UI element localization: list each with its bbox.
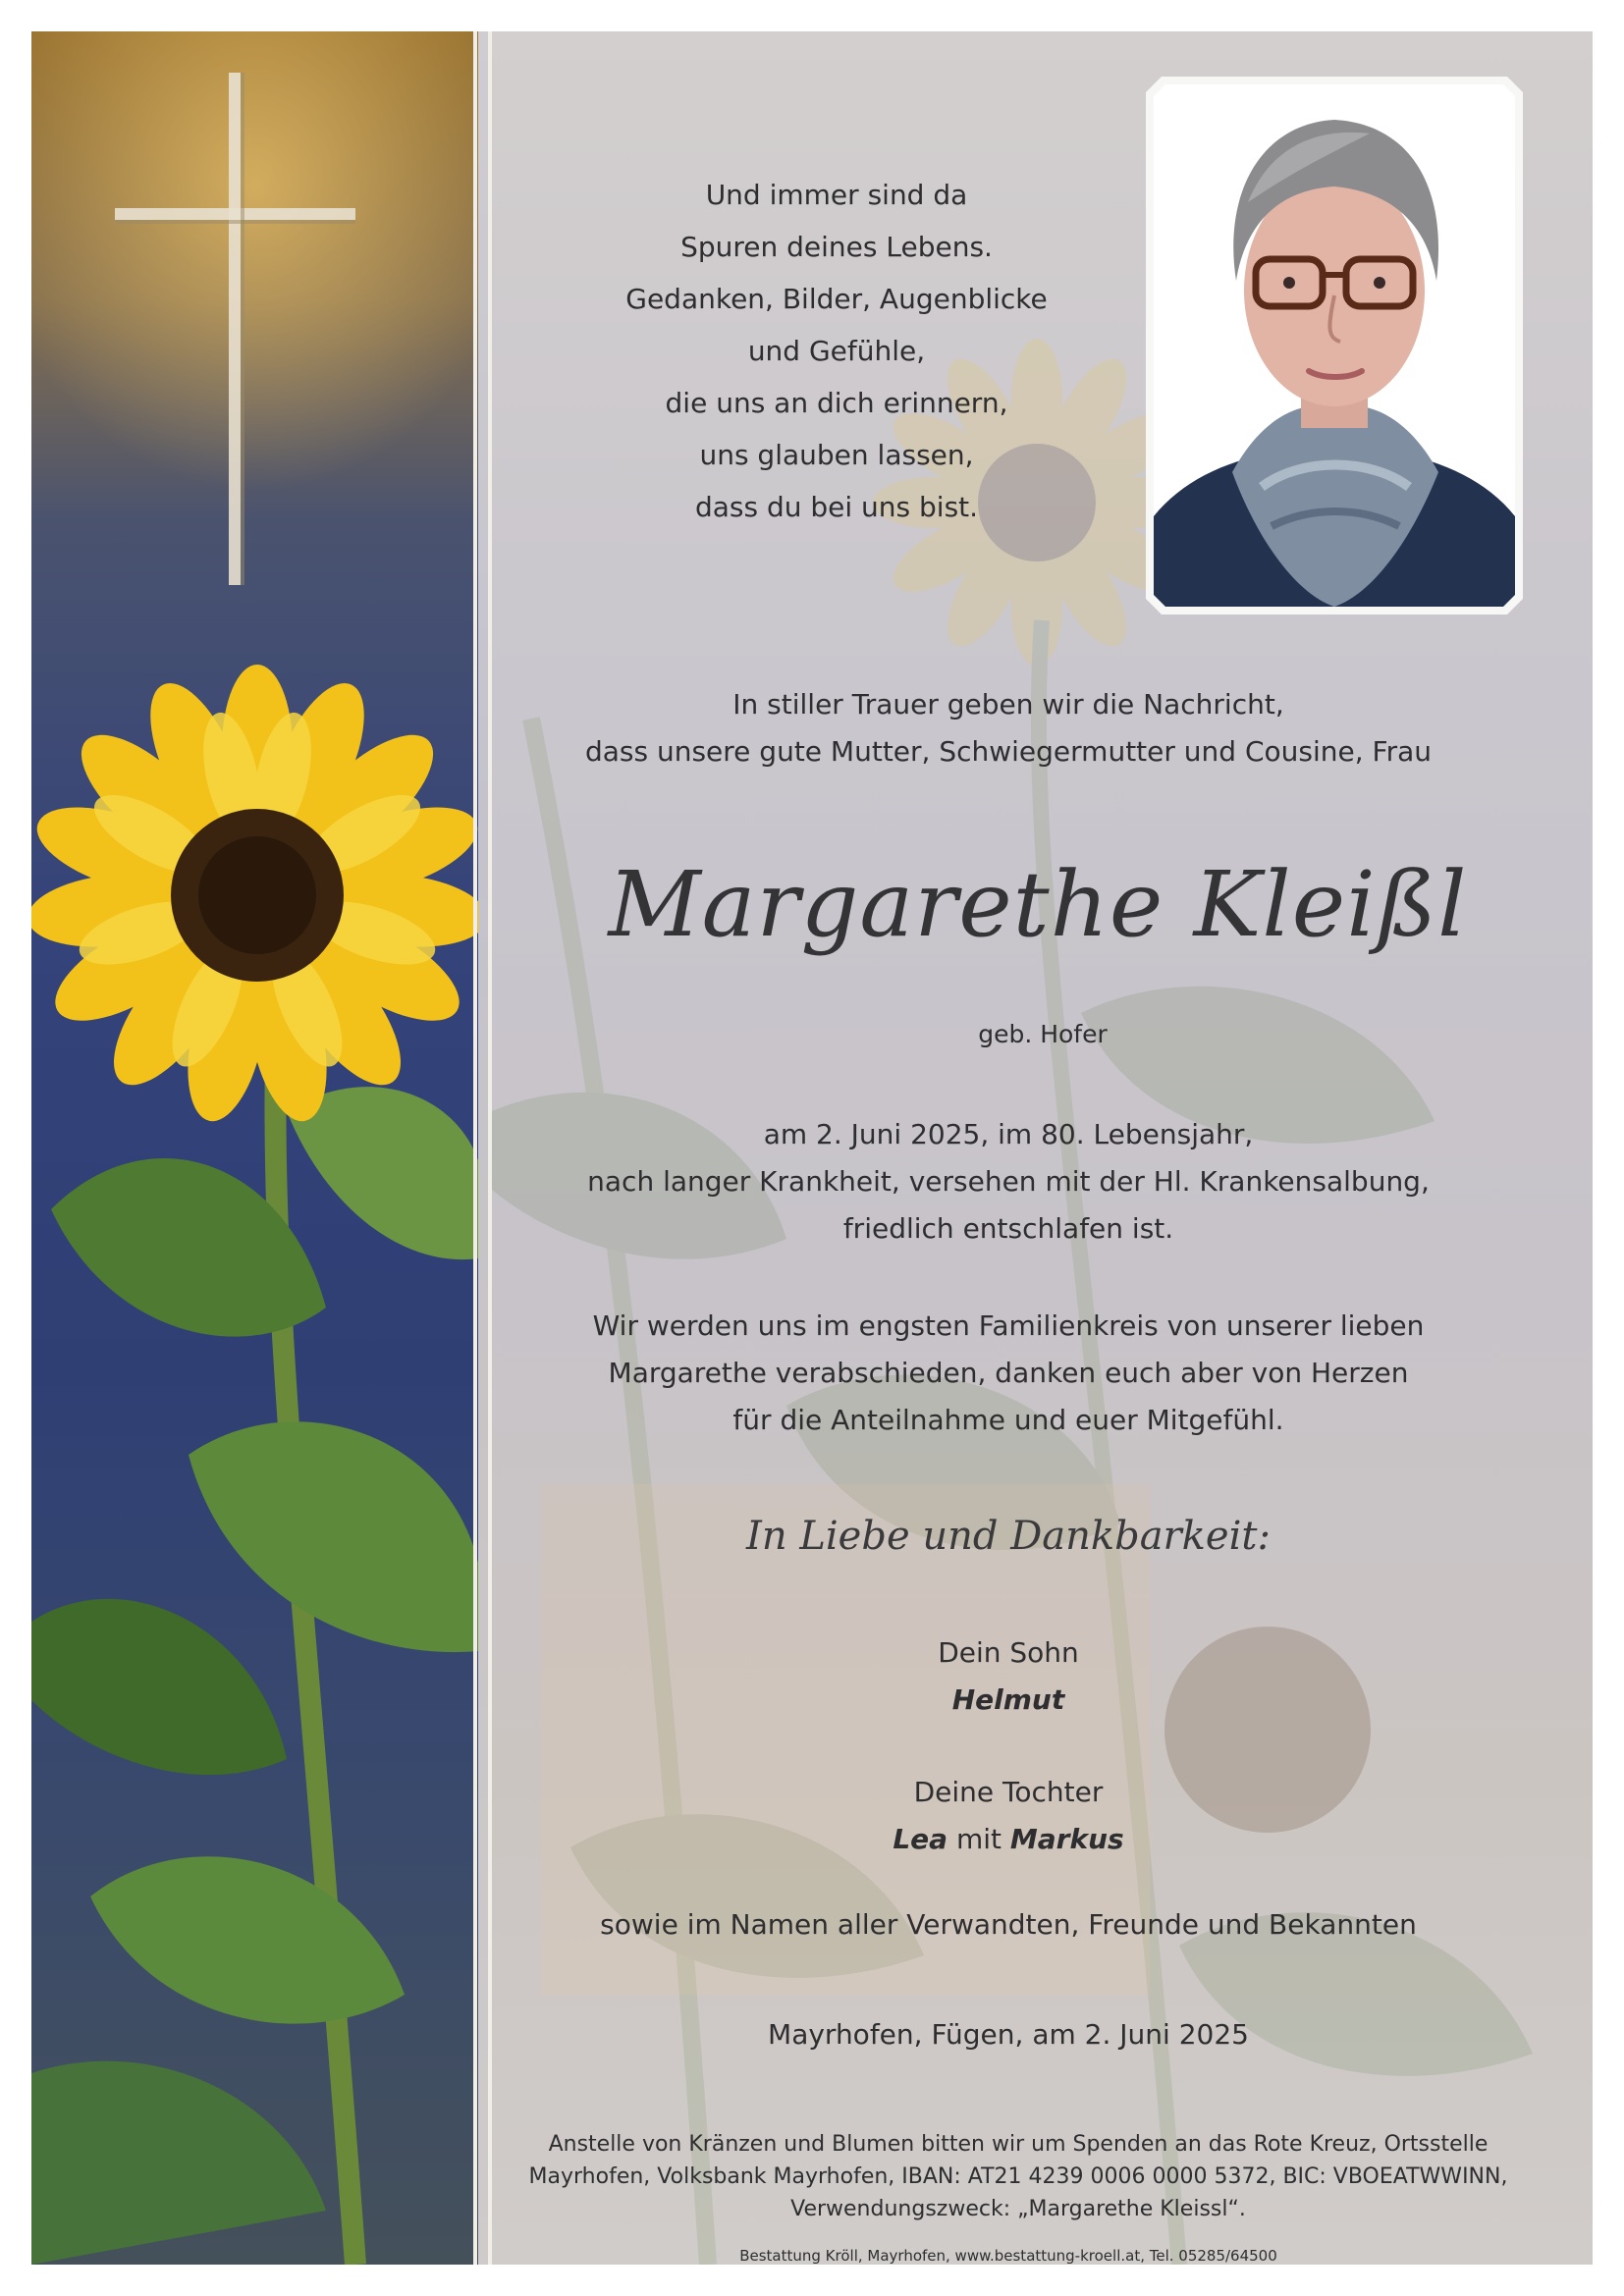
divider-line (473, 31, 477, 2265)
mourner-names (837, 1816, 1180, 1863)
relatives-line: sowie im Namen aller Verwandten, Freunde und Bekannten (600, 1908, 1417, 1941)
death-notice: am 2. Juni 2025, im 80. Lebensjahr, nach langer Krankheit, versehen mit der Hl. Krankensalbung, friedlich entschlafen ist. (587, 1118, 1430, 1245)
maiden-name: geb. Hofer (978, 1020, 1108, 1048)
mourner-relation: Deine Tochter (913, 1776, 1104, 1808)
mourner-joiner: mit (947, 1823, 1010, 1855)
memorial-poem: Und immer sind da Spuren deines Lebens. Gedanken, Bilder, Augenblicke und Gefühle, die uns an dich erinnern, uns glauben lassen, dass du bei uns bist. (625, 179, 1048, 523)
farewell-message: Wir werden uns im engsten Familienkreis von unserer lieben Margarethe verabschieden, danken euch aber von Herzen für die Anteilnahme und euer Mitgefühl. (592, 1309, 1425, 1436)
announcement-intro: In stiller Trauer geben wir die Nachricht, dass unsere gute Mutter, Schwiegermutter und Cousine, Frau (584, 688, 1433, 768)
funeral-home-footer: Bestattung Kröll, Mayrhofen, www.bestattung-kroell.at, Tel. 05285/64500 (739, 2247, 1277, 2265)
obituary-card (31, 31, 1593, 2265)
mourner-relation: Dein Sohn (938, 1636, 1079, 1669)
cross-icon (31, 31, 478, 620)
donation-notice: Anstelle von Kränzen und Blumen bitten wir um Spenden an das Rote Kreuz, Ortsstelle Mayrhofen, Volksbank Mayrhofen, IBAN: AT21 4239 0006 0000 5372, BIC: VBOEATWWINN, Verwendungszweck: „Margarethe Kleissl“. (528, 2132, 1508, 2221)
mourner-entry (837, 1769, 1180, 1863)
mourner-name: Lea (893, 1823, 948, 1855)
mourner-name: Helmut (951, 1683, 1065, 1716)
sunflower-panel (31, 31, 478, 2265)
deceased-name: Margarethe Kleißl (608, 852, 1468, 957)
portrait-frame (1146, 77, 1523, 614)
portrait-photo (1154, 84, 1515, 607)
place-and-date: Mayrhofen, Fügen, am 2. Juni 2025 (768, 2018, 1249, 2051)
closing-phrase: In Liebe und Dankbarkeit: (746, 1514, 1271, 1559)
mourner-entry (837, 1629, 1180, 1724)
mourner-partner-name: Markus (1009, 1823, 1124, 1855)
mourner-names (837, 1677, 1180, 1724)
